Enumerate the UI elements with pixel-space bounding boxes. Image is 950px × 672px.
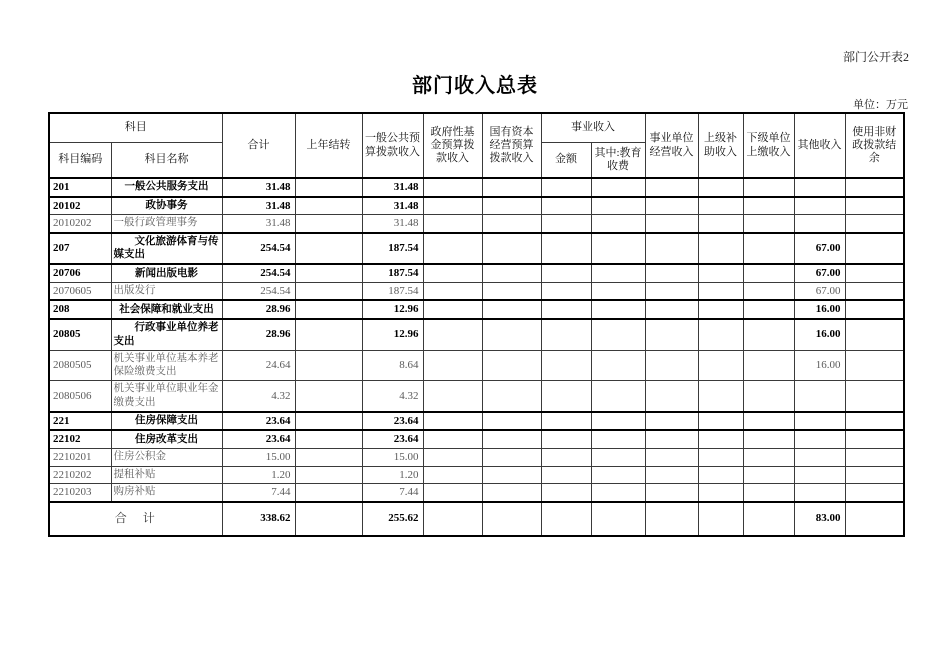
subject-name-cell: 住房保障支出 [111, 412, 222, 431]
total-value-cell-education_fee [591, 502, 645, 536]
value-cell-education_fee [591, 430, 645, 448]
grand-total-label: 合 计 [49, 502, 222, 536]
value-cell-general_budget: 15.00 [362, 449, 423, 467]
value-cell-total: 254.54 [222, 233, 295, 265]
header-subordinate-remit: 下级单位上缴收入 [743, 113, 794, 178]
subject-code-cell: 2080506 [49, 381, 111, 412]
subject-name-cell: 一般行政管理事务 [111, 215, 222, 233]
table-row [49, 300, 904, 319]
value-cell-carryover [295, 350, 362, 381]
subject-name-cell: 文化旅游体育与传媒支出 [111, 233, 222, 265]
value-cell-general_budget: 23.64 [362, 430, 423, 448]
value-cell-total: 31.48 [222, 197, 295, 215]
value-cell-total: 24.64 [222, 350, 295, 381]
value-cell-amount [541, 197, 591, 215]
subject-name-cell: 一般公共服务支出 [111, 178, 222, 197]
value-cell-gov_fund [423, 319, 482, 350]
value-cell-other [794, 197, 845, 215]
value-cell-carryover [295, 215, 362, 233]
value-cell-subsidy [698, 466, 743, 484]
value-cell-general_budget: 1.20 [362, 466, 423, 484]
value-cell-gov_fund [423, 233, 482, 265]
income-summary-table [48, 112, 905, 537]
value-cell-state_capital [482, 449, 541, 467]
value-cell-balance [845, 233, 904, 265]
value-cell-general_budget: 31.48 [362, 215, 423, 233]
value-cell-operating [645, 215, 698, 233]
value-cell-education_fee [591, 350, 645, 381]
subject-name-cell: 住房改革支出 [111, 430, 222, 448]
value-cell-carryover [295, 412, 362, 431]
value-cell-remit [743, 319, 794, 350]
header-state-capital: 国有资本经营预算拨款收入 [482, 113, 541, 178]
header-subject-name: 科目名称 [111, 142, 222, 178]
header-subject-code: 科目编码 [49, 142, 111, 178]
subject-code-cell: 2010202 [49, 215, 111, 233]
subject-name-cell: 机关事业单位基本养老保险缴费支出 [111, 350, 222, 381]
table-row [49, 178, 904, 197]
value-cell-state_capital [482, 300, 541, 319]
table-header [49, 113, 904, 178]
value-cell-state_capital [482, 197, 541, 215]
value-cell-education_fee [591, 264, 645, 282]
value-cell-education_fee [591, 300, 645, 319]
value-cell-amount [541, 484, 591, 502]
header-amount: 金额 [541, 142, 591, 178]
value-cell-carryover [295, 484, 362, 502]
value-cell-remit [743, 197, 794, 215]
value-cell-operating [645, 282, 698, 300]
table-row [49, 430, 904, 448]
table-row [49, 319, 904, 350]
value-cell-operating [645, 264, 698, 282]
value-cell-carryover [295, 449, 362, 467]
value-cell-education_fee [591, 178, 645, 197]
value-cell-general_budget: 12.96 [362, 300, 423, 319]
value-cell-other [794, 178, 845, 197]
total-value-cell-subsidy [698, 502, 743, 536]
table-row [49, 449, 904, 467]
value-cell-state_capital [482, 319, 541, 350]
value-cell-operating [645, 430, 698, 448]
subject-name-cell: 政协事务 [111, 197, 222, 215]
value-cell-operating [645, 319, 698, 350]
value-cell-balance [845, 449, 904, 467]
value-cell-education_fee [591, 449, 645, 467]
corner-table-number: 部门公开表2 [842, 50, 909, 64]
subject-code-cell: 2070605 [49, 282, 111, 300]
subject-name-cell: 社会保障和就业支出 [111, 300, 222, 319]
value-cell-carryover [295, 282, 362, 300]
value-cell-education_fee [591, 319, 645, 350]
value-cell-remit [743, 412, 794, 431]
value-cell-gov_fund [423, 300, 482, 319]
header-general-budget: 一般公共预算拨款收入 [362, 113, 423, 178]
value-cell-amount [541, 264, 591, 282]
value-cell-balance [845, 350, 904, 381]
value-cell-general_budget: 8.64 [362, 350, 423, 381]
value-cell-operating [645, 449, 698, 467]
value-cell-remit [743, 381, 794, 412]
value-cell-remit [743, 466, 794, 484]
subject-name-cell: 购房补贴 [111, 484, 222, 502]
value-cell-operating [645, 300, 698, 319]
total-value-cell-state_capital [482, 502, 541, 536]
value-cell-gov_fund [423, 381, 482, 412]
value-cell-subsidy [698, 264, 743, 282]
value-cell-state_capital [482, 484, 541, 502]
header-education-fee: 其中:教育收费 [591, 142, 645, 178]
value-cell-carryover [295, 264, 362, 282]
subject-name-cell: 住房公积金 [111, 449, 222, 467]
value-cell-other [794, 466, 845, 484]
value-cell-balance [845, 282, 904, 300]
subject-code-cell: 208 [49, 300, 111, 319]
value-cell-remit [743, 300, 794, 319]
value-cell-subsidy [698, 178, 743, 197]
header-operating-income: 事业单位经营收入 [645, 113, 698, 178]
value-cell-operating [645, 233, 698, 265]
value-cell-subsidy [698, 300, 743, 319]
subject-name-cell: 提租补贴 [111, 466, 222, 484]
value-cell-balance [845, 412, 904, 431]
value-cell-remit [743, 178, 794, 197]
value-cell-carryover [295, 300, 362, 319]
value-cell-amount [541, 215, 591, 233]
value-cell-amount [541, 300, 591, 319]
value-cell-operating [645, 484, 698, 502]
total-value-cell-remit [743, 502, 794, 536]
subject-code-cell: 2210203 [49, 484, 111, 502]
value-cell-total: 4.32 [222, 381, 295, 412]
subject-code-cell: 22102 [49, 430, 111, 448]
total-value-cell-other: 83.00 [794, 502, 845, 536]
value-cell-gov_fund [423, 449, 482, 467]
value-cell-state_capital [482, 233, 541, 265]
value-cell-carryover [295, 466, 362, 484]
value-cell-general_budget: 31.48 [362, 197, 423, 215]
value-cell-other: 16.00 [794, 300, 845, 319]
value-cell-amount [541, 233, 591, 265]
value-cell-operating [645, 412, 698, 431]
value-cell-state_capital [482, 215, 541, 233]
table-row [49, 466, 904, 484]
value-cell-amount [541, 381, 591, 412]
value-cell-total: 1.20 [222, 466, 295, 484]
subject-name-cell: 新闻出版电影 [111, 264, 222, 282]
total-value-cell-amount [541, 502, 591, 536]
subject-code-cell: 20805 [49, 319, 111, 350]
value-cell-total: 254.54 [222, 264, 295, 282]
value-cell-other [794, 381, 845, 412]
value-cell-other [794, 484, 845, 502]
value-cell-gov_fund [423, 484, 482, 502]
value-cell-other: 16.00 [794, 319, 845, 350]
value-cell-total: 23.64 [222, 430, 295, 448]
value-cell-operating [645, 197, 698, 215]
subject-code-cell: 221 [49, 412, 111, 431]
value-cell-subsidy [698, 233, 743, 265]
value-cell-carryover [295, 197, 362, 215]
value-cell-education_fee [591, 233, 645, 265]
value-cell-other [794, 412, 845, 431]
value-cell-total: 31.48 [222, 178, 295, 197]
value-cell-total: 31.48 [222, 215, 295, 233]
value-cell-other: 16.00 [794, 350, 845, 381]
value-cell-carryover [295, 233, 362, 265]
header-gov-fund: 政府性基金预算拨款收入 [423, 113, 482, 178]
value-cell-other: 67.00 [794, 282, 845, 300]
value-cell-amount [541, 178, 591, 197]
header-other-income: 其他收入 [794, 113, 845, 178]
total-value-cell-balance [845, 502, 904, 536]
value-cell-remit [743, 484, 794, 502]
subject-code-cell: 20706 [49, 264, 111, 282]
value-cell-general_budget: 4.32 [362, 381, 423, 412]
subject-code-cell: 207 [49, 233, 111, 265]
value-cell-remit [743, 350, 794, 381]
value-cell-state_capital [482, 381, 541, 412]
value-cell-operating [645, 350, 698, 381]
subject-code-cell: 2080505 [49, 350, 111, 381]
value-cell-subsidy [698, 484, 743, 502]
value-cell-total: 7.44 [222, 484, 295, 502]
value-cell-balance [845, 484, 904, 502]
grand-total-row [49, 502, 904, 536]
value-cell-amount [541, 282, 591, 300]
value-cell-total: 254.54 [222, 282, 295, 300]
value-cell-balance [845, 430, 904, 448]
value-cell-carryover [295, 319, 362, 350]
value-cell-balance [845, 300, 904, 319]
total-value-cell-gov_fund [423, 502, 482, 536]
value-cell-education_fee [591, 412, 645, 431]
value-cell-balance [845, 381, 904, 412]
value-cell-remit [743, 430, 794, 448]
value-cell-other [794, 430, 845, 448]
value-cell-gov_fund [423, 197, 482, 215]
value-cell-subsidy [698, 197, 743, 215]
subject-code-cell: 2210202 [49, 466, 111, 484]
value-cell-balance [845, 466, 904, 484]
header-total: 合计 [222, 113, 295, 178]
value-cell-state_capital [482, 466, 541, 484]
value-cell-state_capital [482, 430, 541, 448]
value-cell-amount [541, 319, 591, 350]
value-cell-subsidy [698, 449, 743, 467]
unit-note: 单位：万元 [853, 99, 908, 111]
value-cell-subsidy [698, 381, 743, 412]
table-row [49, 264, 904, 282]
header-row-1 [49, 113, 904, 142]
subject-code-cell: 20102 [49, 197, 111, 215]
header-carryover: 上年结转 [295, 113, 362, 178]
value-cell-operating [645, 466, 698, 484]
table-row [49, 233, 904, 265]
subject-code-cell: 201 [49, 178, 111, 197]
value-cell-subsidy [698, 319, 743, 350]
value-cell-amount [541, 412, 591, 431]
value-cell-balance [845, 178, 904, 197]
value-cell-state_capital [482, 178, 541, 197]
table-row [49, 484, 904, 502]
value-cell-balance [845, 197, 904, 215]
total-value-cell-general_budget: 255.62 [362, 502, 423, 536]
table-row [49, 282, 904, 300]
value-cell-balance [845, 264, 904, 282]
value-cell-gov_fund [423, 282, 482, 300]
value-cell-education_fee [591, 215, 645, 233]
value-cell-gov_fund [423, 412, 482, 431]
value-cell-general_budget: 31.48 [362, 178, 423, 197]
value-cell-amount [541, 350, 591, 381]
value-cell-balance [845, 319, 904, 350]
value-cell-gov_fund [423, 466, 482, 484]
table-row [49, 381, 904, 412]
value-cell-remit [743, 233, 794, 265]
value-cell-state_capital [482, 412, 541, 431]
value-cell-other [794, 449, 845, 467]
table-row [49, 412, 904, 431]
value-cell-general_budget: 187.54 [362, 282, 423, 300]
value-cell-gov_fund [423, 215, 482, 233]
value-cell-general_budget: 187.54 [362, 264, 423, 282]
value-cell-state_capital [482, 264, 541, 282]
subject-code-cell: 2210201 [49, 449, 111, 467]
value-cell-remit [743, 282, 794, 300]
value-cell-education_fee [591, 197, 645, 215]
value-cell-other: 67.00 [794, 233, 845, 265]
table-row [49, 215, 904, 233]
value-cell-other: 67.00 [794, 264, 845, 282]
value-cell-education_fee [591, 381, 645, 412]
value-cell-total: 28.96 [222, 319, 295, 350]
header-non-fiscal-balance: 使用非财政拨款结余 [845, 113, 904, 178]
value-cell-gov_fund [423, 350, 482, 381]
value-cell-gov_fund [423, 178, 482, 197]
value-cell-general_budget: 7.44 [362, 484, 423, 502]
value-cell-subsidy [698, 215, 743, 233]
value-cell-education_fee [591, 484, 645, 502]
header-subject: 科目 [49, 113, 222, 142]
value-cell-state_capital [482, 282, 541, 300]
value-cell-operating [645, 381, 698, 412]
value-cell-total: 23.64 [222, 412, 295, 431]
value-cell-subsidy [698, 430, 743, 448]
value-cell-general_budget: 23.64 [362, 412, 423, 431]
value-cell-amount [541, 466, 591, 484]
value-cell-carryover [295, 178, 362, 197]
value-cell-amount [541, 449, 591, 467]
page-title: 部门收入总表 [412, 75, 538, 97]
value-cell-remit [743, 215, 794, 233]
subject-name-cell: 行政事业单位养老支出 [111, 319, 222, 350]
value-cell-gov_fund [423, 264, 482, 282]
total-value-cell-total: 338.62 [222, 502, 295, 536]
subject-name-cell: 出版发行 [111, 282, 222, 300]
value-cell-general_budget: 187.54 [362, 233, 423, 265]
value-cell-total: 28.96 [222, 300, 295, 319]
value-cell-subsidy [698, 412, 743, 431]
value-cell-subsidy [698, 282, 743, 300]
value-cell-general_budget: 12.96 [362, 319, 423, 350]
table-body [49, 178, 904, 536]
table-row [49, 350, 904, 381]
header-superior-subsidy: 上级补助收入 [698, 113, 743, 178]
value-cell-carryover [295, 430, 362, 448]
value-cell-state_capital [482, 350, 541, 381]
value-cell-carryover [295, 381, 362, 412]
table-row [49, 197, 904, 215]
subject-name-cell: 机关事业单位职业年金缴费支出 [111, 381, 222, 412]
value-cell-total: 15.00 [222, 449, 295, 467]
value-cell-operating [645, 178, 698, 197]
value-cell-subsidy [698, 350, 743, 381]
value-cell-education_fee [591, 466, 645, 484]
value-cell-education_fee [591, 282, 645, 300]
value-cell-gov_fund [423, 430, 482, 448]
header-business-income: 事业收入 [541, 113, 645, 142]
value-cell-remit [743, 449, 794, 467]
total-value-cell-carryover [295, 502, 362, 536]
total-value-cell-operating [645, 502, 698, 536]
value-cell-remit [743, 264, 794, 282]
value-cell-balance [845, 215, 904, 233]
value-cell-amount [541, 430, 591, 448]
value-cell-other [794, 215, 845, 233]
